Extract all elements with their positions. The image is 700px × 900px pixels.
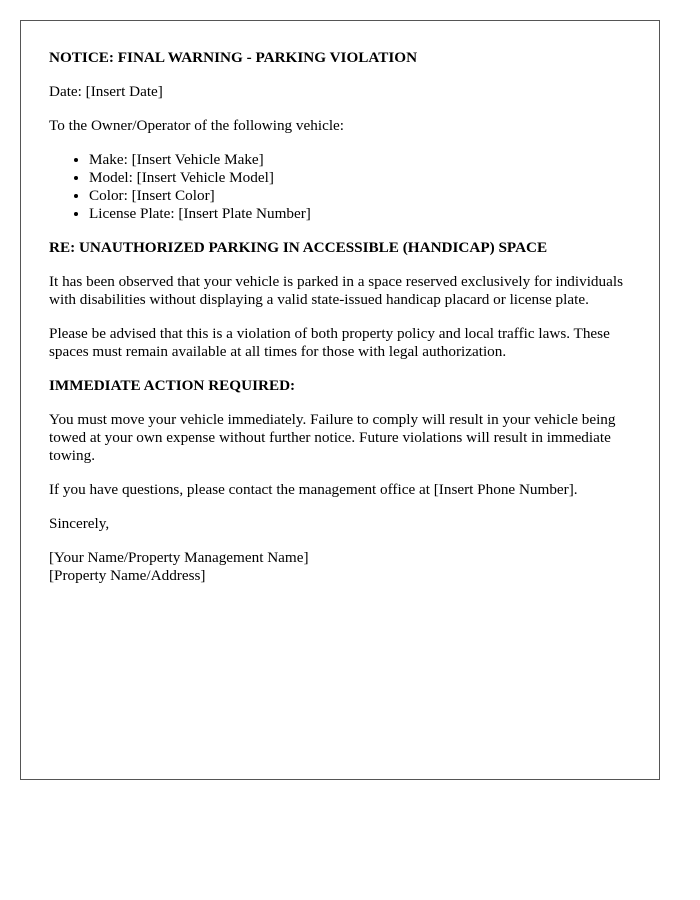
- list-item-color: • Color: [Insert Color]: [89, 187, 631, 205]
- notice-content: [21, 21, 659, 585]
- date-line: Date: [Insert Date]: [49, 83, 163, 100]
- list-item-model: • Model: [Insert Vehicle Model]: [89, 169, 631, 187]
- notice-page: [20, 20, 660, 780]
- signature-address: [Property Name/Address]: [49, 567, 206, 584]
- signature-block: [49, 549, 631, 585]
- signature-name: [Your Name/Property Management Name]: [49, 549, 309, 566]
- action-heading: IMMEDIATE ACTION REQUIRED:: [49, 377, 296, 394]
- vehicle-details-list: [49, 151, 631, 223]
- closing: Sincerely,: [49, 515, 110, 532]
- observation-paragraph: It has been observed that your vehicle is parked in a space reserved exclusively for individuals with disabilities without displaying a valid state-issued handicap placard or license plate.: [49, 273, 623, 308]
- action-paragraph: You must move your vehicle immediately. Failure to comply will result in your vehicle being towed at your own expense without further notice. Future violations will result in immediate towing.: [49, 411, 616, 464]
- violation-paragraph: Please be advised that this is a violation of both property policy and local traffic laws. These spaces must remain available at all times for those with legal authorization.: [49, 325, 610, 360]
- list-item-make: • Make: [Insert Vehicle Make]: [89, 151, 631, 169]
- salutation: To the Owner/Operator of the following vehicle:: [49, 117, 344, 134]
- subject-heading: RE: UNAUTHORIZED PARKING IN ACCESSIBLE (HANDICAP) SPACE: [49, 239, 548, 256]
- list-item-license-plate: • License Plate: [Insert Plate Number]: [89, 205, 631, 223]
- notice-title: NOTICE: FINAL WARNING - PARKING VIOLATION: [49, 49, 418, 66]
- contact-paragraph: If you have questions, please contact the management office at [Insert Phone Number].: [49, 481, 578, 498]
